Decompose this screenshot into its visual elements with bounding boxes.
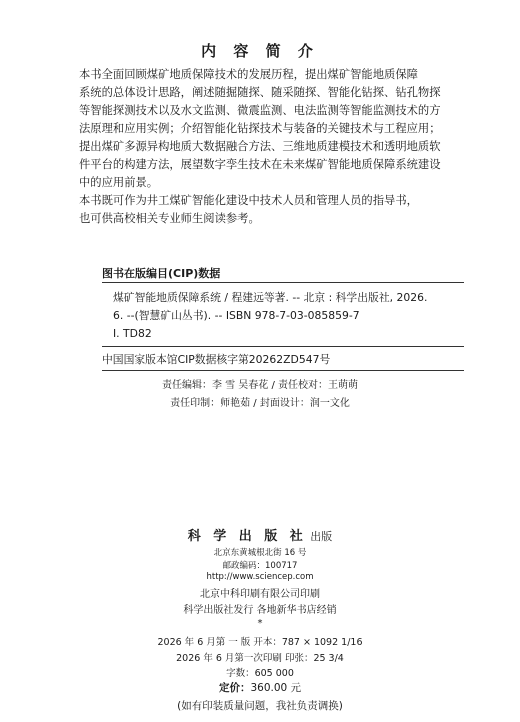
cip-classification: Ⅰ. TD82 [113,327,152,340]
price-label: 定价： [218,682,251,694]
intro-line: 等智能探测技术以及水文监测、微震监测、电法监测等智能监测技术的方 [79,104,441,117]
publisher-postcode: 邮政编码：100717 [222,561,298,571]
intro-line: 提出煤矿多源异构地质大数据融合方法、三维地质建模技术和透明地质软 [79,140,441,153]
cip-title: 图书在版编目(CIP)数据 [102,267,221,280]
printer: 北京中科印刷有限公司印刷 [200,589,320,600]
publisher-name [0,525,520,544]
page-title: 内 容 简 介 [201,42,319,60]
intro-line: 系统的总体设计思路，阐述随掘随探、随采随探、智能化钻探、钻孔物探 [79,86,441,99]
publisher-suffix: 出版 [310,530,333,543]
cip-middle-rule [102,346,464,347]
cip-top-rule [102,282,464,283]
cip-line: 6. --(智慧矿山丛书). -- ISBN 978-7-03-085859-7 [113,309,360,322]
editor-line: 责任编辑：李 雪 吴春花 / 责任校对：王萌萌 [161,380,359,391]
usage-line: 也可供高校相关专业师生阅读参考。 [79,212,260,225]
cip-bottom-rule [102,370,464,371]
quality-note: (如有印装质量问题，我社负责调换) [177,700,343,712]
printing-info: 2026 年 6 月第一次印刷 印张：25 3/4 [176,653,344,664]
usage-line: 本书既可作为井工煤矿智能化建设中技术人员和管理人员的指导书， [79,194,418,207]
price-value: 360.00 元 [250,682,302,694]
publisher-website: http://www.sciencep.com [206,572,314,582]
price-line [0,680,520,695]
intro-line: 法原理和应用实例；介绍智能化钻探技术与装备的关键技术与工程应用； [79,122,441,135]
word-count: 字数：605 000 [226,668,294,679]
cip-line: 煤矿智能地质保障系统 / 程建远等著. -- 北京 : 科学出版社, 2026. [113,291,428,304]
publisher-logo: 科 学 出 版 社 [187,529,307,544]
intro-line: 本书全面回顾煤矿地质保障技术的发展历程，提出煤矿智能地质保障 [79,68,418,81]
intro-line: 中的应用前景。 [79,176,159,189]
distribution: 科学出版社发行 各地新华书店经销 [183,605,337,616]
separator-star: * [257,618,263,629]
edition-info: 2026 年 6 月第 一 版 开本：787 × 1092 1/16 [157,637,363,648]
production-line: 责任印制：师艳茹 / 封面设计：润一文化 [170,398,350,409]
publisher-address: 北京东黄城根北街 16 号 [213,548,307,558]
intro-line: 件平台的构建方法，展望数字孪生技术在未来煤矿智能地质保障系统建设 [79,158,441,171]
cip-record: 中国国家版本馆CIP数据核字第20262ZD547号 [102,353,331,366]
